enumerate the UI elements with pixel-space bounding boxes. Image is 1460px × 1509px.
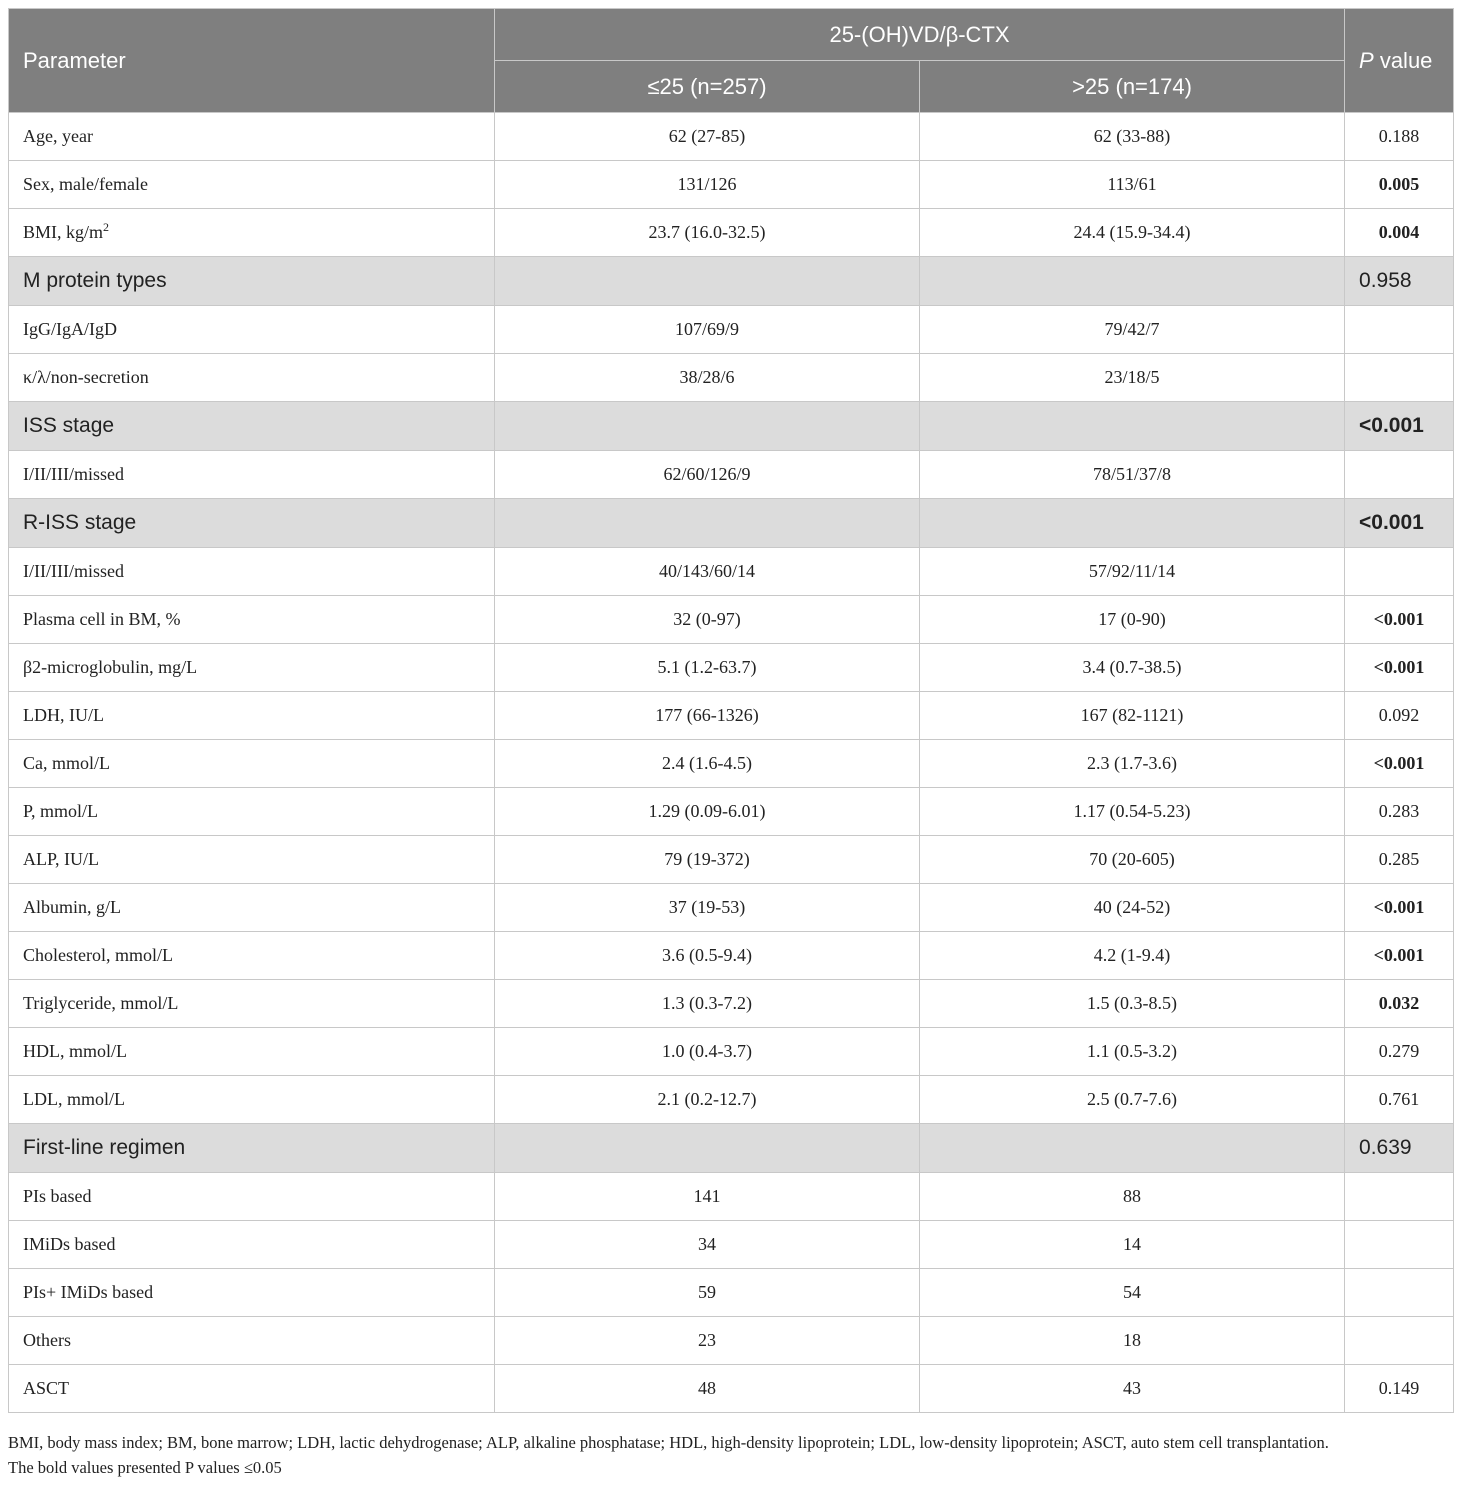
table-row: [9, 1365, 1454, 1413]
row-label: IgG/IgA/IgD: [9, 306, 495, 354]
cell-high-group: 4.2 (1-9.4): [920, 932, 1345, 980]
row-label: LDH, IU/L: [9, 692, 495, 740]
cell-high-group: 113/61: [920, 161, 1345, 209]
cell-low-group: 131/126: [495, 161, 920, 209]
results-table: [8, 8, 1454, 1413]
cell-p-value: [1345, 1269, 1454, 1317]
cell-high-group: 57/92/11/14: [920, 548, 1345, 596]
row-label: P, mmol/L: [9, 788, 495, 836]
cell-p-value: 0.283: [1345, 788, 1454, 836]
table-row: [9, 1221, 1454, 1269]
cell-p-value: <0.001: [1345, 499, 1454, 548]
table-row: [9, 692, 1454, 740]
label-superscript: 2: [103, 220, 110, 234]
cell-high-group: 23/18/5: [920, 354, 1345, 402]
cell-p-value: 0.958: [1345, 257, 1454, 306]
cell-empty: [495, 1124, 920, 1173]
row-label: I/II/III/missed: [9, 548, 495, 596]
cell-high-group: 167 (82-1121): [920, 692, 1345, 740]
cell-low-group: 141: [495, 1173, 920, 1221]
cell-low-group: 62 (27-85): [495, 113, 920, 161]
row-label: R-ISS stage: [9, 499, 495, 548]
cell-p-value: 0.761: [1345, 1076, 1454, 1124]
cell-low-group: 59: [495, 1269, 920, 1317]
section-row: [9, 499, 1454, 548]
row-label: Plasma cell in BM, %: [9, 596, 495, 644]
cell-p-value: 0.004: [1345, 209, 1454, 257]
table-row: [9, 209, 1454, 257]
cell-empty: [920, 257, 1345, 306]
cell-low-group: 48: [495, 1365, 920, 1413]
cell-p-value: <0.001: [1345, 932, 1454, 980]
cell-low-group: 2.1 (0.2-12.7): [495, 1076, 920, 1124]
table-row: [9, 1028, 1454, 1076]
header-p-italic: P: [1359, 47, 1374, 73]
cell-low-group: 107/69/9: [495, 306, 920, 354]
cell-low-group: 177 (66-1326): [495, 692, 920, 740]
cell-high-group: 2.5 (0.7-7.6): [920, 1076, 1345, 1124]
cell-empty: [495, 499, 920, 548]
row-label: HDL, mmol/L: [9, 1028, 495, 1076]
cell-low-group: 38/28/6: [495, 354, 920, 402]
cell-low-group: 23.7 (16.0-32.5): [495, 209, 920, 257]
cell-p-value: <0.001: [1345, 596, 1454, 644]
cell-p-value: 0.005: [1345, 161, 1454, 209]
cell-high-group: 79/42/7: [920, 306, 1345, 354]
cell-high-group: 88: [920, 1173, 1345, 1221]
table-row: [9, 932, 1454, 980]
table-row: [9, 596, 1454, 644]
cell-low-group: 1.3 (0.3-7.2): [495, 980, 920, 1028]
table-row: [9, 788, 1454, 836]
cell-high-group: 40 (24-52): [920, 884, 1345, 932]
cell-high-group: 1.1 (0.5-3.2): [920, 1028, 1345, 1076]
cell-low-group: 37 (19-53): [495, 884, 920, 932]
cell-low-group: 3.6 (0.5-9.4): [495, 932, 920, 980]
cell-empty: [495, 257, 920, 306]
cell-low-group: 62/60/126/9: [495, 451, 920, 499]
table-row: [9, 884, 1454, 932]
cell-p-value: [1345, 548, 1454, 596]
header-group-ratio: 25-(OH)VD/β-CTX: [495, 9, 1345, 61]
cell-high-group: 54: [920, 1269, 1345, 1317]
row-label: Others: [9, 1317, 495, 1365]
header-p-value: [1345, 9, 1454, 113]
cell-p-value: 0.149: [1345, 1365, 1454, 1413]
section-row: [9, 1124, 1454, 1173]
cell-high-group: 18: [920, 1317, 1345, 1365]
cell-low-group: 34: [495, 1221, 920, 1269]
cell-high-group: 14: [920, 1221, 1345, 1269]
row-label: LDL, mmol/L: [9, 1076, 495, 1124]
cell-low-group: 32 (0-97): [495, 596, 920, 644]
cell-p-value: 0.092: [1345, 692, 1454, 740]
cell-high-group: 78/51/37/8: [920, 451, 1345, 499]
cell-empty: [920, 402, 1345, 451]
cell-high-group: 70 (20-605): [920, 836, 1345, 884]
cell-low-group: 1.0 (0.4-3.7): [495, 1028, 920, 1076]
cell-p-value: [1345, 306, 1454, 354]
row-label: κ/λ/non-secretion: [9, 354, 495, 402]
header-high-group: >25 (n=174): [920, 61, 1345, 113]
cell-high-group: 3.4 (0.7-38.5): [920, 644, 1345, 692]
row-label: Albumin, g/L: [9, 884, 495, 932]
header-p-rest: value: [1373, 47, 1433, 73]
table-row: [9, 740, 1454, 788]
table-row: [9, 644, 1454, 692]
cell-p-value: <0.001: [1345, 644, 1454, 692]
cell-low-group: 5.1 (1.2-63.7): [495, 644, 920, 692]
cell-p-value: [1345, 1221, 1454, 1269]
row-label: Ca, mmol/L: [9, 740, 495, 788]
cell-p-value: 0.279: [1345, 1028, 1454, 1076]
section-row: [9, 257, 1454, 306]
cell-low-group: 2.4 (1.6-4.5): [495, 740, 920, 788]
table-row: [9, 1269, 1454, 1317]
cell-high-group: 1.5 (0.3-8.5): [920, 980, 1345, 1028]
results-table-container: [8, 8, 1453, 1413]
row-label: Age, year: [9, 113, 495, 161]
table-row: [9, 1317, 1454, 1365]
row-label: ASCT: [9, 1365, 495, 1413]
table-row: [9, 1173, 1454, 1221]
table-row: [9, 354, 1454, 402]
cell-high-group: 2.3 (1.7-3.6): [920, 740, 1345, 788]
cell-high-group: 62 (33-88): [920, 113, 1345, 161]
cell-high-group: 1.17 (0.54-5.23): [920, 788, 1345, 836]
row-label: ISS stage: [9, 402, 495, 451]
footnote-bold-note: The bold values presented P values ≤0.05: [8, 1458, 282, 1477]
table-header: [9, 9, 1454, 113]
row-label: Sex, male/female: [9, 161, 495, 209]
table-row: [9, 113, 1454, 161]
cell-p-value: <0.001: [1345, 884, 1454, 932]
cell-p-value: <0.001: [1345, 740, 1454, 788]
cell-p-value: [1345, 451, 1454, 499]
row-label: β2-microglobulin, mg/L: [9, 644, 495, 692]
cell-empty: [920, 1124, 1345, 1173]
cell-high-group: 43: [920, 1365, 1345, 1413]
footnote-abbreviations: BMI, body mass index; BM, bone marrow; LDH, lactic dehydrogenase; ALP, alkaline phosphatase; HDL, high-density lipoprotein; LDL, low-density lipoprotein; ASCT, auto stem cell transplantation.: [8, 1433, 1329, 1452]
table-footnote: [8, 1430, 1453, 1480]
cell-high-group: 17 (0-90): [920, 596, 1345, 644]
cell-p-value: [1345, 1317, 1454, 1365]
cell-low-group: 1.29 (0.09-6.01): [495, 788, 920, 836]
row-label: I/II/III/missed: [9, 451, 495, 499]
table-row: [9, 306, 1454, 354]
cell-empty: [495, 402, 920, 451]
table-row: [9, 980, 1454, 1028]
table-row: [9, 451, 1454, 499]
cell-high-group: 24.4 (15.9-34.4): [920, 209, 1345, 257]
cell-p-value: 0.285: [1345, 836, 1454, 884]
cell-low-group: 23: [495, 1317, 920, 1365]
cell-empty: [920, 499, 1345, 548]
table-row: [9, 161, 1454, 209]
section-row: [9, 402, 1454, 451]
table-body: [9, 113, 1454, 1413]
table-row: [9, 836, 1454, 884]
row-label: M protein types: [9, 257, 495, 306]
cell-low-group: 79 (19-372): [495, 836, 920, 884]
header-parameter: Parameter: [9, 9, 495, 113]
cell-p-value: [1345, 1173, 1454, 1221]
table-row: [9, 1076, 1454, 1124]
row-label: ALP, IU/L: [9, 836, 495, 884]
row-label: PIs based: [9, 1173, 495, 1221]
row-label: Triglyceride, mmol/L: [9, 980, 495, 1028]
cell-low-group: 40/143/60/14: [495, 548, 920, 596]
table-row: [9, 548, 1454, 596]
row-label: Cholesterol, mmol/L: [9, 932, 495, 980]
cell-p-value: <0.001: [1345, 402, 1454, 451]
header-low-group: ≤25 (n=257): [495, 61, 920, 113]
row-label: First-line regimen: [9, 1124, 495, 1173]
row-label: PIs+ IMiDs based: [9, 1269, 495, 1317]
cell-p-value: 0.188: [1345, 113, 1454, 161]
cell-p-value: 0.639: [1345, 1124, 1454, 1173]
cell-p-value: [1345, 354, 1454, 402]
row-label: IMiDs based: [9, 1221, 495, 1269]
row-label: BMI, $kg/m^2$: [9, 209, 495, 257]
cell-p-value: 0.032: [1345, 980, 1454, 1028]
